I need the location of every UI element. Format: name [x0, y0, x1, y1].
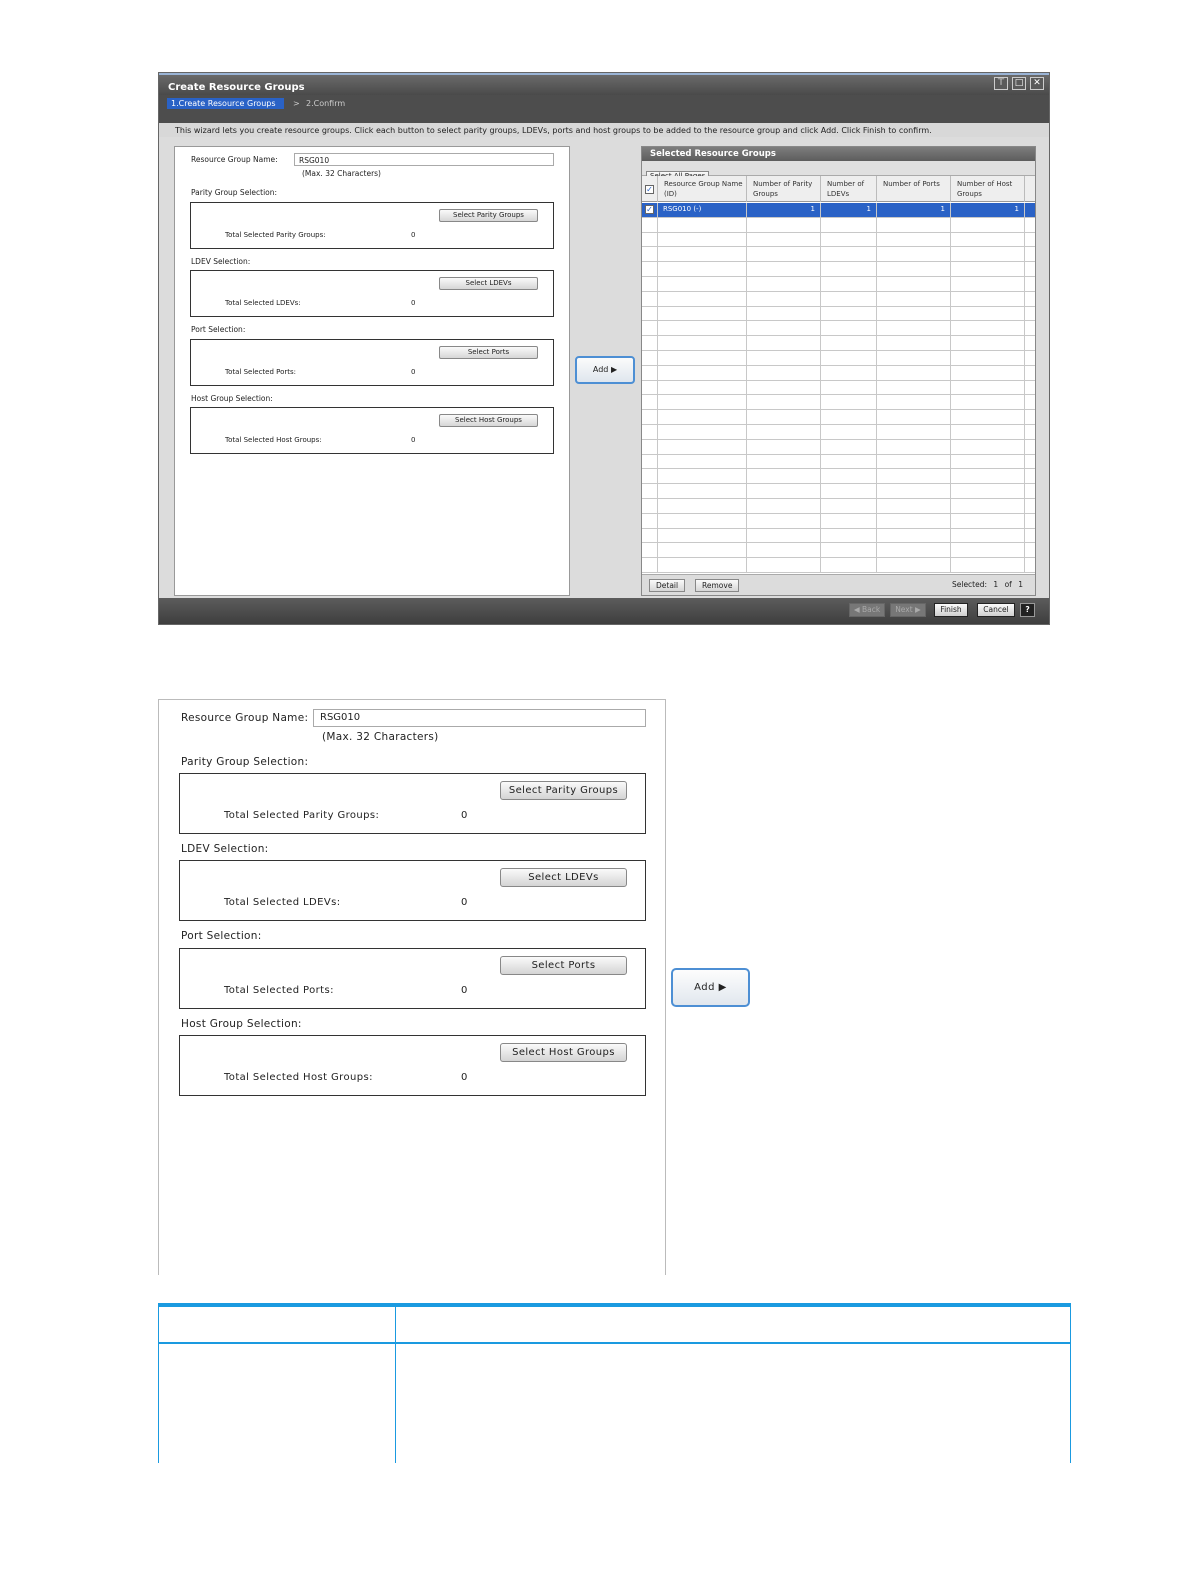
- empty-cell: [747, 218, 821, 232]
- empty-cell: [821, 484, 877, 498]
- col-resource-group-name[interactable]: Resource Group Name (ID): [658, 176, 747, 202]
- empty-cell: [821, 247, 877, 261]
- detail-port-box: [179, 948, 646, 1009]
- selected-label: Selected:: [951, 580, 988, 589]
- empty-cell: [951, 558, 1025, 572]
- empty-table-row: [642, 247, 1035, 262]
- row-parity-count: 1: [747, 203, 821, 217]
- empty-cell: [821, 366, 877, 380]
- table-header-divider: [159, 1342, 1070, 1344]
- empty-table-row: [642, 381, 1035, 396]
- col-ldevs[interactable]: Number of LDEVs: [821, 176, 877, 202]
- dialog-footer: [159, 598, 1049, 624]
- empty-cell: [877, 262, 951, 276]
- empty-table-row: [642, 366, 1035, 381]
- parity-group-box: [190, 202, 554, 249]
- selected-value: 1: [993, 580, 999, 589]
- close-icon[interactable]: ✕: [1030, 77, 1044, 90]
- empty-cell: [747, 543, 821, 557]
- detail-select-ldevs-button[interactable]: Select LDEVs: [500, 868, 627, 887]
- empty-cell: [747, 514, 821, 528]
- empty-cell: [821, 321, 877, 335]
- empty-table-row: [642, 440, 1035, 455]
- empty-table-row: [642, 321, 1035, 336]
- detail-total-parity-label: Total Selected Parity Groups:: [224, 810, 380, 821]
- empty-cell: [877, 410, 951, 424]
- empty-cell: [747, 336, 821, 350]
- empty-cell: [658, 381, 747, 395]
- detail-total-ldev-value: 0: [461, 897, 468, 908]
- empty-cell: [951, 395, 1025, 409]
- empty-cell: [877, 321, 951, 335]
- empty-cell: [877, 529, 951, 543]
- empty-cell: [951, 321, 1025, 335]
- empty-cell: [877, 336, 951, 350]
- empty-cell: [747, 558, 821, 572]
- empty-table-row: [642, 469, 1035, 484]
- empty-cell: [642, 277, 658, 291]
- empty-table-row: [642, 292, 1035, 307]
- empty-cell: [821, 336, 877, 350]
- empty-cell: [877, 558, 951, 572]
- detail-select-parity-groups-button[interactable]: Select Parity Groups: [500, 781, 627, 800]
- total-host-group-value: 0: [411, 436, 416, 444]
- dialog-title: Create Resource Groups: [159, 73, 1049, 95]
- reference-table-frame: [158, 1303, 1071, 1463]
- empty-cell: [747, 440, 821, 454]
- empty-cell: [658, 336, 747, 350]
- col-ports[interactable]: Number of Ports: [877, 176, 951, 202]
- empty-cell: [821, 381, 877, 395]
- detail-select-ports-button[interactable]: Select Ports: [500, 956, 627, 975]
- empty-cell: [642, 425, 658, 439]
- detail-total-parity-value: 0: [461, 810, 468, 821]
- select-ldevs-button[interactable]: Select LDEVs: [439, 277, 538, 290]
- empty-cell: [642, 395, 658, 409]
- table-column-divider: [395, 1307, 396, 1463]
- remove-button[interactable]: Remove: [695, 579, 739, 592]
- empty-cell: [821, 410, 877, 424]
- empty-cell: [951, 440, 1025, 454]
- name-label: Resource Group Name:: [191, 155, 278, 164]
- empty-cell: [642, 514, 658, 528]
- empty-cell: [642, 321, 658, 335]
- empty-cell: [951, 469, 1025, 483]
- empty-cell: [747, 529, 821, 543]
- row-host-group-count: 1: [951, 203, 1025, 217]
- empty-cell: [951, 351, 1025, 365]
- empty-cell: [821, 262, 877, 276]
- add-label: Add: [592, 365, 609, 374]
- wizard-steps: [159, 95, 1049, 123]
- total-parity-value: 0: [411, 231, 416, 239]
- empty-cell: [747, 247, 821, 261]
- empty-cell: [951, 499, 1025, 513]
- empty-cell: [747, 307, 821, 321]
- empty-cell: [951, 455, 1025, 469]
- total-port-label: Total Selected Ports:: [225, 368, 297, 376]
- parity-group-label: Parity Group Selection:: [191, 188, 278, 197]
- col-parity-groups[interactable]: Number of Parity Groups: [747, 176, 821, 202]
- empty-cell: [658, 410, 747, 424]
- table-title: Selected Resource Groups: [642, 147, 1035, 161]
- empty-table-row: [642, 277, 1035, 292]
- empty-cell: [658, 529, 747, 543]
- detail-host-group-label: Host Group Selection:: [181, 1018, 302, 1030]
- empty-cell: [642, 233, 658, 247]
- empty-cell: [951, 292, 1025, 306]
- empty-cell: [821, 218, 877, 232]
- name-hint: (Max. 32 Characters): [302, 169, 381, 178]
- empty-cell: [642, 484, 658, 498]
- resource-group-form: [174, 146, 570, 596]
- empty-cell: [642, 262, 658, 276]
- empty-table-row: [642, 499, 1035, 514]
- of-label: of: [1004, 580, 1012, 589]
- empty-cell: [642, 351, 658, 365]
- detail-total-host-group-value: 0: [461, 1072, 468, 1083]
- finish-button[interactable]: Finish: [934, 603, 968, 617]
- empty-cell: [658, 395, 747, 409]
- empty-cell: [658, 484, 747, 498]
- empty-cell: [877, 381, 951, 395]
- empty-cell: [658, 247, 747, 261]
- table-toolbar: [642, 161, 1035, 176]
- empty-cell: [821, 307, 877, 321]
- empty-cell: [951, 366, 1025, 380]
- back-button[interactable]: ◀ Back: [849, 603, 885, 617]
- empty-cell: [951, 336, 1025, 350]
- detail-name-hint: (Max. 32 Characters): [322, 731, 439, 743]
- empty-cell: [642, 381, 658, 395]
- empty-cell: [821, 351, 877, 365]
- empty-cell: [642, 292, 658, 306]
- empty-cell: [642, 543, 658, 557]
- pin-icon[interactable]: ⊤: [994, 77, 1008, 90]
- row-checkbox-cell: [642, 203, 658, 217]
- empty-cell: [747, 425, 821, 439]
- empty-cell: [877, 469, 951, 483]
- empty-cell: [658, 425, 747, 439]
- empty-cell: [747, 262, 821, 276]
- empty-cell: [951, 529, 1025, 543]
- empty-cell: [658, 277, 747, 291]
- empty-table-row: [642, 543, 1035, 558]
- triangle-right-icon: ▶: [610, 365, 618, 374]
- empty-cell: [877, 292, 951, 306]
- empty-cell: [821, 292, 877, 306]
- empty-cell: [658, 469, 747, 483]
- step-separator: >: [293, 99, 300, 108]
- detail-select-host-groups-button[interactable]: Select Host Groups: [500, 1043, 627, 1062]
- empty-cell: [877, 351, 951, 365]
- host-group-label: Host Group Selection:: [191, 394, 273, 403]
- empty-cell: [747, 292, 821, 306]
- empty-table-row: [642, 484, 1035, 499]
- empty-cell: [821, 514, 877, 528]
- detail-total-ldev-label: Total Selected LDEVs:: [224, 897, 341, 908]
- empty-cell: [658, 543, 747, 557]
- empty-cell: [747, 484, 821, 498]
- empty-cell: [658, 499, 747, 513]
- empty-cell: [747, 321, 821, 335]
- select-ports-button[interactable]: Select Ports: [439, 346, 538, 359]
- total-parity-label: Total Selected Parity Groups:: [225, 231, 326, 239]
- empty-cell: [821, 440, 877, 454]
- detail-resource-group-name-input[interactable]: RSG010: [313, 709, 646, 727]
- empty-cell: [642, 455, 658, 469]
- step-create-resource-groups: 1.Create Resource Groups: [167, 98, 284, 109]
- detail-host-group-box: [179, 1035, 646, 1096]
- triangle-right-icon: ▶: [718, 982, 727, 993]
- total-host-group-label: Total Selected Host Groups:: [225, 436, 322, 444]
- wizard-description: This wizard lets you create resource groups. Click each button to select parity groups, LDEVs, ports and host groups to be added to the resource group and click Add. Click Finish to confirm.: [159, 123, 1049, 137]
- empty-cell: [642, 366, 658, 380]
- port-label: Port Selection:: [191, 325, 246, 334]
- empty-cell: [951, 262, 1025, 276]
- empty-cell: [658, 233, 747, 247]
- empty-cell: [951, 218, 1025, 232]
- empty-cell: [877, 277, 951, 291]
- empty-cell: [658, 514, 747, 528]
- empty-cell: [951, 514, 1025, 528]
- empty-cell: [658, 262, 747, 276]
- empty-cell: [658, 366, 747, 380]
- empty-cell: [821, 469, 877, 483]
- empty-table-row: [642, 395, 1035, 410]
- empty-cell: [642, 247, 658, 261]
- empty-cell: [747, 277, 821, 291]
- selected-count: [952, 580, 1023, 589]
- empty-cell: [642, 469, 658, 483]
- empty-cell: [821, 543, 877, 557]
- empty-cell: [642, 336, 658, 350]
- empty-cell: [747, 395, 821, 409]
- empty-cell: [642, 529, 658, 543]
- empty-cell: [877, 233, 951, 247]
- ldev-box: [190, 270, 554, 317]
- empty-table-row: [642, 455, 1035, 470]
- empty-table-row: [642, 336, 1035, 351]
- select-parity-groups-button[interactable]: Select Parity Groups: [439, 209, 538, 222]
- empty-cell: [658, 558, 747, 572]
- table-header: [642, 176, 1035, 202]
- empty-cell: [877, 514, 951, 528]
- col-host-groups[interactable]: Number of Host Groups: [951, 176, 1025, 202]
- empty-cell: [747, 455, 821, 469]
- total-ldev-label: Total Selected LDEVs:: [225, 299, 301, 307]
- empty-cell: [747, 469, 821, 483]
- empty-cell: [951, 277, 1025, 291]
- empty-table-row: [642, 351, 1035, 366]
- empty-cell: [951, 484, 1025, 498]
- ldev-label: LDEV Selection:: [191, 257, 251, 266]
- empty-cell: [877, 484, 951, 498]
- select-all-checkbox[interactable]: ✓: [646, 185, 653, 194]
- detail-total-port-label: Total Selected Ports:: [224, 985, 334, 996]
- empty-cell: [658, 351, 747, 365]
- empty-cell: [877, 425, 951, 439]
- empty-table-row: [642, 410, 1035, 425]
- empty-table-row: [642, 233, 1035, 248]
- row-port-count: 1: [877, 203, 951, 217]
- table-body: [642, 203, 1035, 575]
- empty-cell: [642, 218, 658, 232]
- empty-cell: [821, 395, 877, 409]
- detail-parity-group-box: [179, 773, 646, 834]
- maximize-icon[interactable]: □: [1012, 77, 1026, 90]
- empty-cell: [951, 410, 1025, 424]
- empty-cell: [658, 321, 747, 335]
- total-port-value: 0: [411, 368, 416, 376]
- table-footer: [642, 574, 1035, 595]
- empty-cell: [658, 307, 747, 321]
- empty-cell: [747, 366, 821, 380]
- empty-cell: [658, 455, 747, 469]
- empty-cell: [658, 440, 747, 454]
- empty-cell: [951, 233, 1025, 247]
- create-resource-groups-dialog: [158, 72, 1050, 625]
- empty-cell: [821, 233, 877, 247]
- empty-cell: [877, 247, 951, 261]
- empty-cell: [747, 499, 821, 513]
- empty-cell: [877, 543, 951, 557]
- select-host-groups-button[interactable]: Select Host Groups: [439, 414, 538, 427]
- empty-cell: [642, 307, 658, 321]
- empty-table-row: [642, 307, 1035, 322]
- empty-table-row: [642, 558, 1035, 573]
- detail-ldev-label: LDEV Selection:: [181, 843, 269, 855]
- detail-name-label: Resource Group Name:: [181, 712, 309, 724]
- total-value: 1: [1018, 580, 1023, 589]
- resource-group-name-input[interactable]: RSG010: [294, 153, 554, 166]
- empty-cell: [821, 277, 877, 291]
- empty-cell: [642, 499, 658, 513]
- port-box: [190, 339, 554, 386]
- empty-cell: [821, 529, 877, 543]
- empty-cell: [658, 292, 747, 306]
- empty-cell: [951, 307, 1025, 321]
- empty-cell: [642, 410, 658, 424]
- detail-ldev-box: [179, 860, 646, 921]
- empty-cell: [747, 351, 821, 365]
- empty-cell: [877, 440, 951, 454]
- empty-cell: [821, 499, 877, 513]
- empty-cell: [951, 247, 1025, 261]
- empty-cell: [747, 410, 821, 424]
- empty-cell: [642, 558, 658, 572]
- detail-button[interactable]: Detail: [649, 579, 685, 592]
- detail-total-port-value: 0: [461, 985, 468, 996]
- detail-total-host-group-label: Total Selected Host Groups:: [224, 1072, 373, 1083]
- row-checkbox[interactable]: ✓: [646, 205, 653, 214]
- header-checkbox-cell: [642, 176, 658, 202]
- table-row[interactable]: [642, 203, 1035, 218]
- empty-cell: [877, 366, 951, 380]
- total-ldev-value: 0: [411, 299, 416, 307]
- empty-table-row: [642, 514, 1035, 529]
- empty-cell: [821, 425, 877, 439]
- empty-cell: [951, 381, 1025, 395]
- next-button[interactable]: Next ▶: [890, 603, 926, 617]
- empty-cell: [877, 455, 951, 469]
- detail-add-button[interactable]: [671, 968, 750, 1007]
- add-button[interactable]: [575, 356, 635, 384]
- cancel-button[interactable]: Cancel: [977, 603, 1015, 617]
- host-group-box: [190, 407, 554, 454]
- empty-cell: [821, 455, 877, 469]
- detail-add-label: Add: [694, 982, 715, 993]
- row-ldev-count: 1: [821, 203, 877, 217]
- step-confirm: 2.Confirm: [306, 99, 346, 108]
- selected-resource-groups-panel: [641, 146, 1036, 596]
- empty-cell: [877, 395, 951, 409]
- empty-cell: [821, 558, 877, 572]
- empty-cell: [747, 381, 821, 395]
- empty-table-row: [642, 425, 1035, 440]
- detail-parity-group-label: Parity Group Selection:: [181, 756, 309, 768]
- dialog-body: [159, 137, 1049, 600]
- empty-cell: [877, 218, 951, 232]
- empty-cell: [951, 543, 1025, 557]
- empty-cell: [658, 218, 747, 232]
- help-button[interactable]: ?: [1020, 603, 1035, 617]
- empty-table-row: [642, 262, 1035, 277]
- empty-cell: [951, 425, 1025, 439]
- empty-cell: [642, 440, 658, 454]
- empty-cell: [877, 307, 951, 321]
- row-name: RSG010 (-): [658, 203, 747, 217]
- empty-table-row: [642, 529, 1035, 544]
- empty-cell: [747, 233, 821, 247]
- detail-port-label: Port Selection:: [181, 930, 262, 942]
- empty-table-row: [642, 218, 1035, 233]
- resource-group-form-detail: [158, 699, 666, 1275]
- empty-cell: [877, 499, 951, 513]
